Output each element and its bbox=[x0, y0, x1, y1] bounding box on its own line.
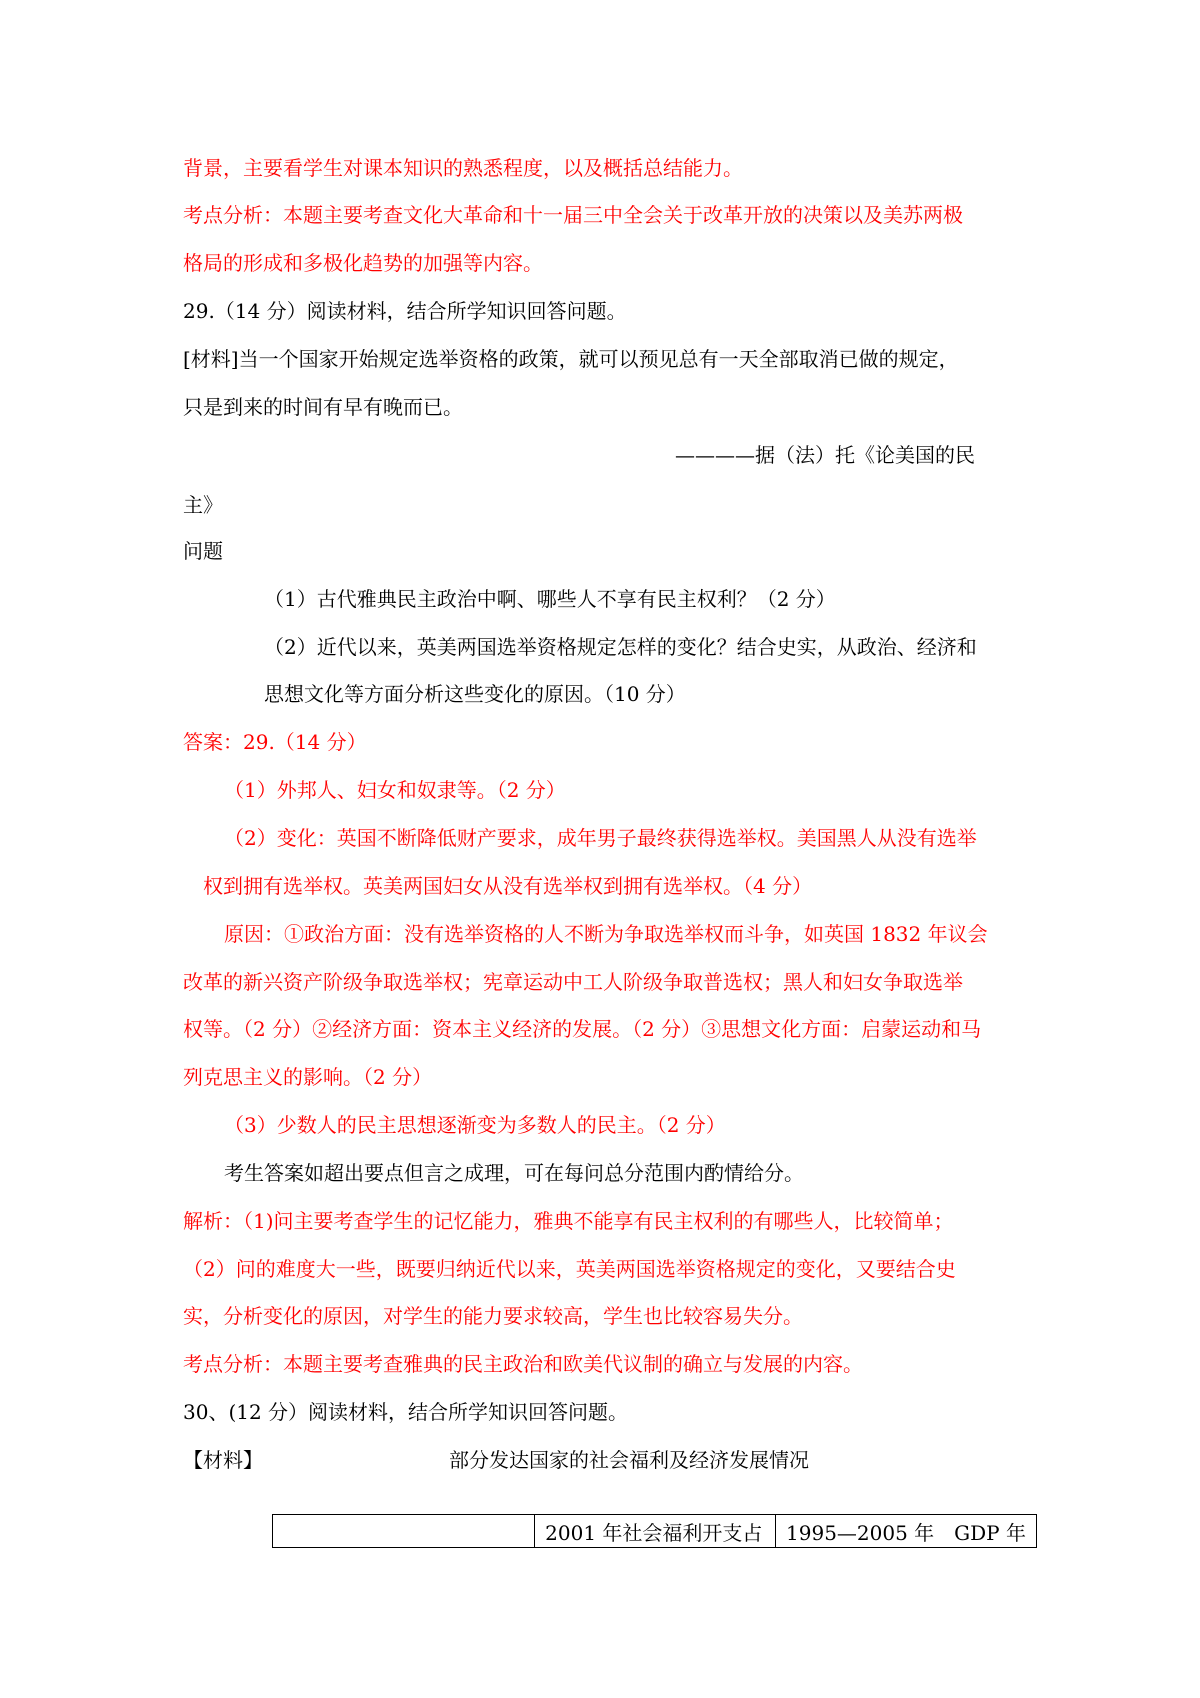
question-heading: 30、(12 分）阅读材料，结合所学知识回答问题。 bbox=[183, 1400, 629, 1424]
grading-note: 考生答案如超出要点但言之成理，可在每问总分范围内酌情给分。 bbox=[224, 1161, 804, 1185]
answer-line: （3）少数人的民主思想逐渐变为多数人的民主。（2 分） bbox=[224, 1113, 726, 1137]
paragraph-line: 格局的形成和多极化趋势的加强等内容。 bbox=[183, 251, 543, 275]
material-label: 【材料】 bbox=[183, 1448, 263, 1472]
sub-question: （1）古代雅典民主政治中啊、哪些人不享有民主权利？（2 分） bbox=[264, 587, 836, 611]
answer-heading: 答案：29.（14 分） bbox=[183, 730, 367, 754]
explanation-line: 解析：（1)问主要考查学生的记忆能力，雅典不能享有民主权利的有哪些人，比较简单； bbox=[183, 1209, 954, 1233]
material-line: 只是到来的时间有早有晚而已。 bbox=[183, 395, 463, 419]
answer-line: 改革的新兴资产阶级争取选举权；宪章运动中工人阶级争取普选权；黑人和妇女争取选举 bbox=[183, 970, 963, 994]
material-line: [材料]当一个国家开始规定选举资格的政策，就可以预见总有一天全部取消已做的规定， bbox=[183, 347, 959, 371]
question-label: 问题 bbox=[183, 539, 223, 563]
analysis-label-line: 考点分析：本题主要考查雅典的民主政治和欧美代议制的确立与发展的内容。 bbox=[183, 1352, 863, 1376]
question-heading: 29.（14 分）阅读材料，结合所学知识回答问题。 bbox=[183, 299, 627, 323]
table-header-cell bbox=[273, 1515, 535, 1548]
answer-line: 权到拥有选举权。英美两国妇女从没有选举权到拥有选举权。（4 分） bbox=[203, 874, 813, 898]
table-header-row bbox=[273, 1515, 1037, 1548]
sub-question: （2）近代以来，英美两国选举资格规定怎样的变化？结合史实，从政治、经济和 bbox=[264, 635, 977, 659]
paragraph-line: 背景，主要看学生对课本知识的熟悉程度，以及概括总结能力。 bbox=[183, 156, 743, 180]
analysis-label-line: 考点分析：本题主要考查文化大革命和十一届三中全会关于改革开放的决策以及美苏两极 bbox=[183, 203, 963, 227]
answer-line: 权等。（2 分）②经济方面：资本主义经济的发展。（2 分）③思想文化方面：启蒙运动和马 bbox=[183, 1017, 982, 1041]
sub-question: 思想文化等方面分析这些变化的原因。（10 分） bbox=[264, 682, 686, 706]
citation-line: 主》 bbox=[183, 493, 223, 517]
table-title: 部分发达国家的社会福利及经济发展情况 bbox=[449, 1448, 809, 1472]
data-table bbox=[272, 1514, 1037, 1548]
explanation-line: （2）问的难度大一些，既要归纳近代以来，英美两国选举资格规定的变化，又要结合史 bbox=[183, 1257, 956, 1281]
table-header-cell: 2001 年社会福利开支占 bbox=[535, 1515, 776, 1548]
answer-line: 列克思主义的影响。（2 分） bbox=[183, 1065, 433, 1089]
answer-line: （1）外邦人、妇女和奴隶等。（2 分） bbox=[224, 778, 566, 802]
answer-line: （2）变化：英国不断降低财产要求，成年男子最终获得选举权。美国黑人从没有选举 bbox=[224, 826, 977, 850]
answer-line: 原因：①政治方面：没有选举资格的人不断为争取选举权而斗争，如英国 1832 年议会 bbox=[224, 922, 988, 946]
table-header-cell: 1995—2005 年 GDP 年 bbox=[776, 1515, 1037, 1548]
explanation-line: 实，分析变化的原因，对学生的能力要求较高，学生也比较容易失分。 bbox=[183, 1304, 803, 1328]
citation-line: ————据（法）托《论美国的民 bbox=[675, 443, 975, 467]
